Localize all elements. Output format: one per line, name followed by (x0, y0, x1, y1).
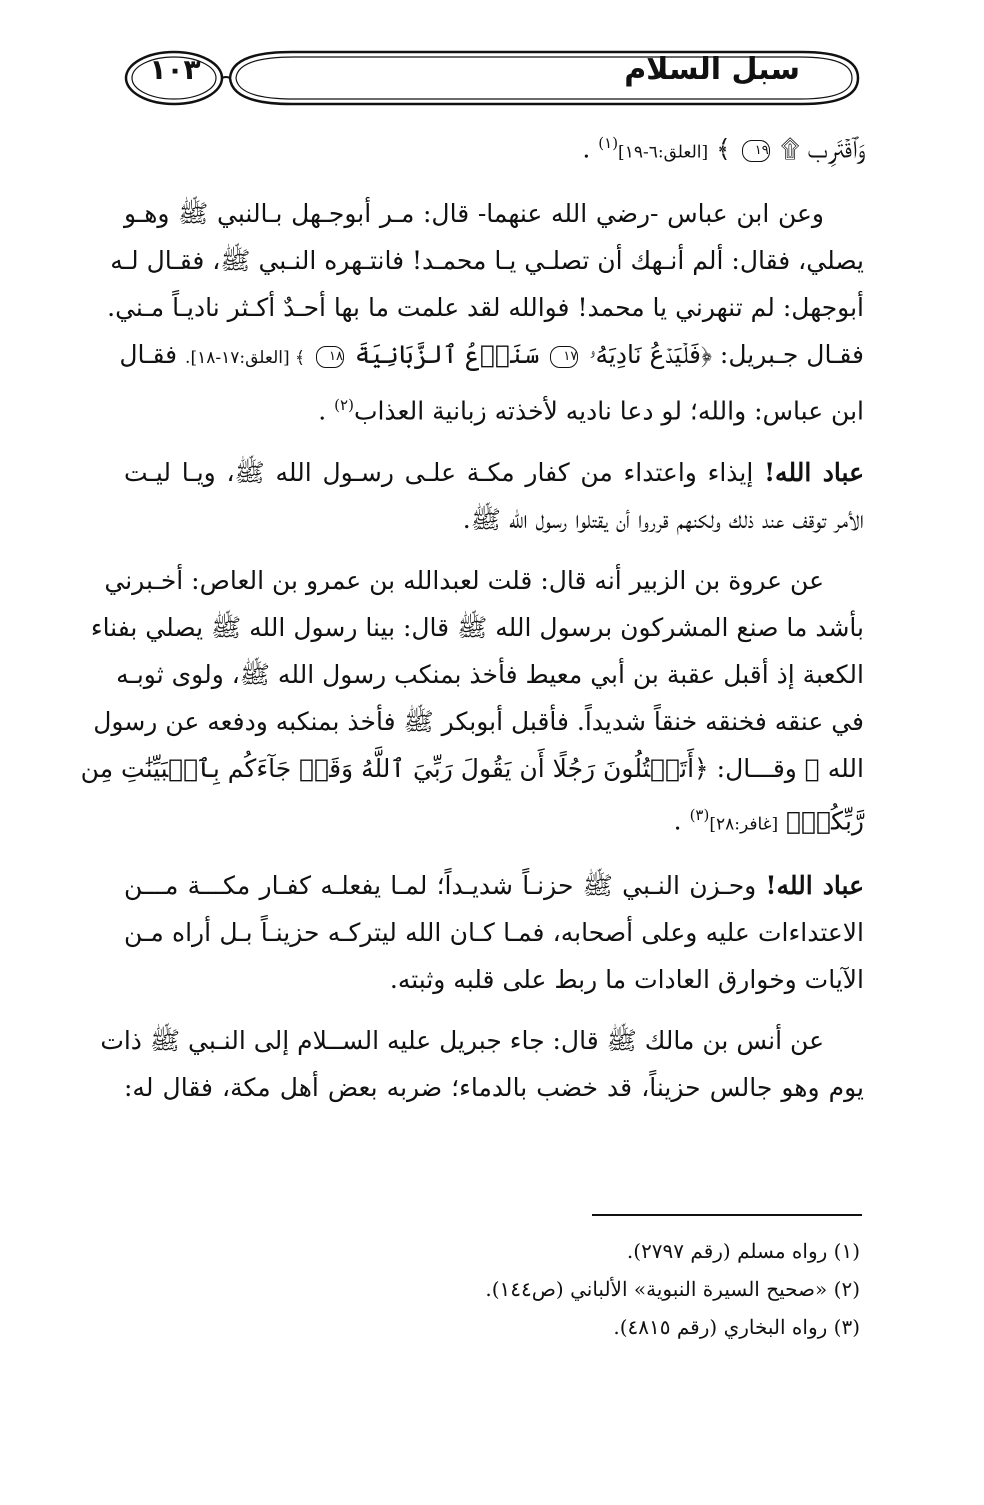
text-segment: إيذاء واعتداء من كفار مكـة علـى رسـول الله ﷺ، ويـا ليـت (124, 457, 754, 487)
page-header (122, 38, 862, 118)
text-segment: فقـال (119, 340, 178, 370)
text-line: بأشد ما صنع المشركون برسول الله ﷺ قال: بينا رسول الله ﷺ يصلي بفناء (90, 612, 864, 642)
paragraph-lead: عباد الله! (764, 457, 864, 487)
text-line: عن أنس بن مالك ﷺ قال: جاء جبريل عليه الســلام إلى النـبي ﷺ ذات (100, 1025, 824, 1055)
text-line (80, 745, 864, 792)
text-line: في عنقه فخنقه خنقاً شديداً. فأقبل أبوبكر ﷺ فأخذ بمنكبه ودفعه عن رسول (93, 706, 864, 736)
text-line (124, 449, 864, 496)
text-line: الأمر توقف عند ذلك ولكنهم قرروا أن يقتلوا رسول الله ﷺ. (462, 504, 864, 534)
footnote-item: (٣) رواه البخاري (رقم ٤٨١٥). (613, 1315, 860, 1339)
text-line: وَٱقۡتَرِب ۩ ١٩ ﴾ [العلق:٦-١٩]$^{(١)}$ . (582, 134, 864, 164)
text-line (119, 331, 864, 382)
footnote-marker: (١) (598, 134, 619, 152)
text-line: يصلي، فقال: ألم أنـهك أن تصلـي يـا محمـد! فانتـهره النـبي ﷺ، فقـال لـه (110, 246, 864, 276)
text-segment: وحـزن النـبي ﷺ حزنـاً شديـداً؛ لمـا يفعلـه كفـار مكـــة مـــن (124, 870, 757, 900)
text-line (124, 382, 864, 434)
text-line: أبوجهل: لم تنهرني يا محمد! فوالله لقد علمت ما بها أحـدٌ أكـثر ناديـاً مـني. (107, 293, 864, 323)
quran-text: سَنَدۡعُ ٱلزَّبَانِيَةَ (354, 340, 540, 370)
footnote-item: (٢) «صحيح السيرة النبوية» الألباني (ص١٤٤). (485, 1277, 860, 1301)
text-line: وعن ابن عباس -رضي الله عنهما- قال: مـر أبوجـهل بـالنبي ﷺ وهـو (124, 199, 824, 229)
verse-reference: ﴾ [العلق:١٧-١٨]. (185, 348, 306, 369)
footnote-item: (١) رواه مسلم (رقم ٢٧٩٧). (626, 1239, 860, 1263)
text-line (124, 862, 864, 909)
text-segment: الله ﷺ وقـــال: (716, 753, 864, 783)
footnotes (160, 1232, 860, 1346)
text-line: الآيات وخوارق العادات ما ربط على قلبه وثبته. (389, 964, 864, 994)
main-content (80, 120, 864, 1125)
text-segment: ابن عباس: والله؛ لو دعا ناديه لأخذته زبانية العذاب (353, 396, 864, 426)
ayah-number-marker: ١٩ (742, 140, 770, 162)
footnote-separator (592, 1214, 862, 1216)
text-line: عن عروة بن الزبير أنه قال: قلت لعبدالله بن عمرو بن العاص: أخـبرني (104, 565, 824, 595)
paragraph (124, 862, 864, 1003)
paragraph (80, 557, 864, 848)
period: . (318, 396, 327, 426)
footnote-marker: (٢) (334, 396, 354, 415)
quran-verse-end (124, 120, 864, 176)
verse-reference: [العلق:٦-١٩] (618, 142, 709, 163)
verse-reference: [غافر:٢٨] (709, 813, 779, 834)
paragraph (107, 190, 864, 434)
book-title: سبل السلام (624, 52, 800, 87)
paragraph-lead: عباد الله! (765, 870, 864, 900)
paragraph (100, 1017, 864, 1111)
text-segment: فقـال جـبريل: ﴿فَلۡيَدۡعُ نَادِيَهُۥ (589, 340, 864, 370)
page-number: ١٠٣ (149, 53, 201, 86)
ayah-number-marker: ١٧ (550, 346, 578, 368)
text-line: الكعبة إذ أقبل عقبة بن أبي معيط فأخذ بمنكب رسول الله ﷺ، ولوى ثوبـه (116, 659, 864, 689)
quran-text: ﴿أَتَقۡتُلُونَ رَجُلًا أَن يَقُولَ رَبِّيَ ٱللَّهُ وَقَدۡ جَآءَكُم بِٱلۡبَيِّنَٰتِ مِن (80, 753, 709, 783)
footnote-marker: (٣) (689, 805, 710, 824)
period: . (673, 805, 682, 835)
text-line: يوم وهو جالس حزيناً، قد خضب بالدماء؛ ضربه بعض أهل مكة، فقال له: (124, 1072, 864, 1102)
text-line (124, 792, 864, 848)
period: . (582, 134, 591, 164)
ayah-number-marker: ١٨ (316, 346, 344, 368)
quran-text: وَٱقۡتَرِب ۩ (780, 134, 864, 164)
quran-text: رَّبِّكُمۡ﴾ (786, 805, 864, 835)
text-line: الاعتداءات عليه وعلى أصحابه، فمـا كـان الله ليتركـه حزينـاً بـل أراه مـن (124, 917, 864, 947)
paragraph (124, 449, 864, 543)
